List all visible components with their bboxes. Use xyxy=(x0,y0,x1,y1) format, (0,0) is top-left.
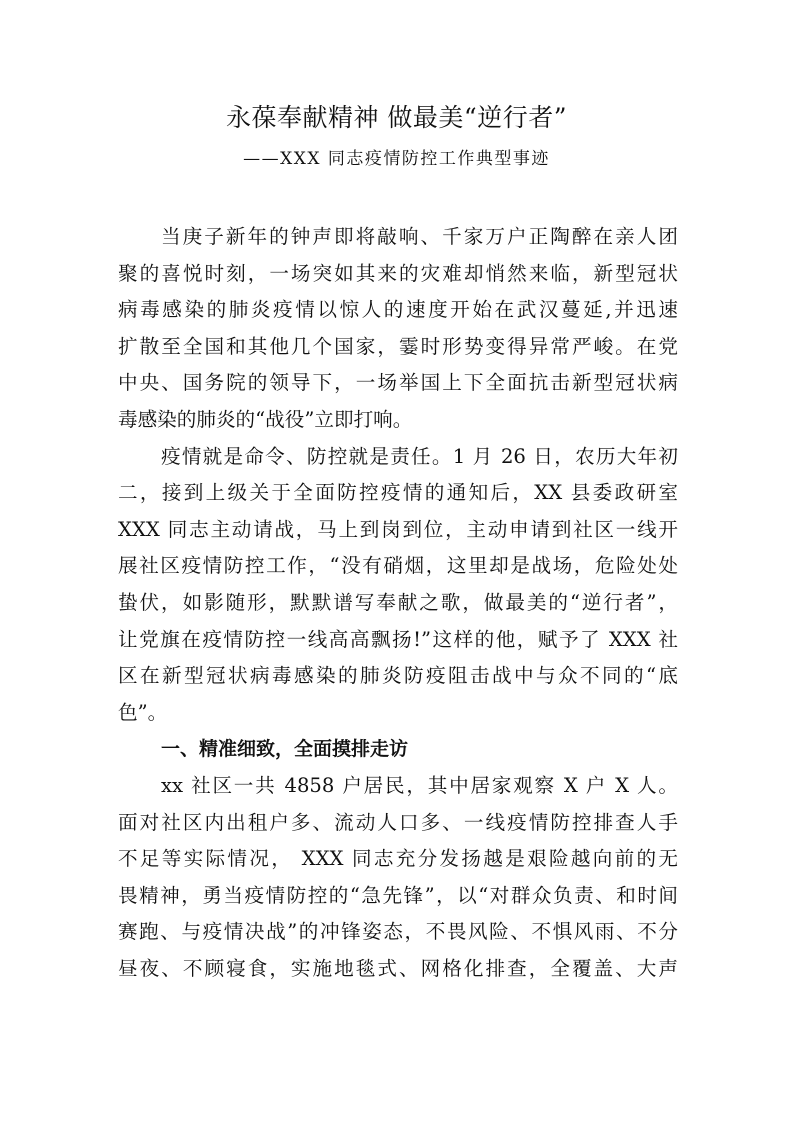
paragraph-line: 疫情就是命令、防控就是责任。1 月 26 日，农历大年初 xyxy=(161,444,678,468)
paragraph-line: 扩散至全国和其他几个国家，霎时形势变得异常严峻。在党 xyxy=(118,334,678,358)
paragraph-line: 畏精神，勇当疫情防控的“急先锋”，以“对群众负责、和时间 xyxy=(118,883,678,907)
paragraph-line: 展社区疫情防控工作，“没有硝烟，这里却是战场，危险处处 xyxy=(118,554,678,578)
paragraph-line: 中央、国务院的领导下，一场举国上下全面抗击新型冠状病 xyxy=(118,371,678,395)
paragraph-line: 色”。 xyxy=(118,700,168,724)
paragraph-line: 毒感染的肺炎的“战役”立即打响。 xyxy=(118,407,413,431)
paragraph-line: 聚的喜悦时刻，一场突如其来的灾难却悄然来临，新型冠状 xyxy=(118,261,678,285)
paragraph-line: 当庚子新年的钟声即将敲响、千家万户正陶醉在亲人团 xyxy=(161,225,678,248)
paragraph-line: 病毒感染的肺炎疫情以惊人的速度开始在武汉蔓延,并迅速 xyxy=(118,298,678,322)
document-subtitle: ——XXX 同志疫情防控工作典型事迹 xyxy=(243,149,550,169)
document-body xyxy=(118,219,678,987)
paragraph-line: 区在新型冠状病毒感染的肺炎防疫阻击战中与众不同的“底 xyxy=(118,664,678,688)
paragraph-line: 昼夜、不顾寝食，实施地毯式、网格化排查，全覆盖、大声 xyxy=(118,956,678,980)
paragraph-line: 让党旗在疫情防控一线高高飘扬!”这样的他，赋予了 XXX 社 xyxy=(118,627,678,651)
document-title: 永葆奉献精神 做最美“逆行者” xyxy=(225,103,567,132)
paragraph-line: 蛰伏，如影随形，默默谱写奉献之歌，做最美的“逆行者”， xyxy=(118,590,678,614)
section-heading: 一、精准细致，全面摸排走访 xyxy=(161,738,409,761)
paragraph-line: XXX 同志主动请战，马上到岗到位，主动申请到社区一线开 xyxy=(118,517,678,541)
paragraph-line: xx 社区一共 4858 户居民，其中居家观察 X 户 X 人。 xyxy=(161,773,678,797)
paragraph-line: 不足等实际情况， XXX 同志充分发扬越是艰险越向前的无 xyxy=(118,847,678,871)
paragraph-line: 二，接到上级关于全面防控疫情的通知后，XX 县委政研室 xyxy=(118,481,678,505)
paragraph-line: 赛跑、与疫情决战”的冲锋姿态，不畏风险、不惧风雨、不分 xyxy=(118,920,678,944)
paragraph-line: 面对社区内出租户多、流动人口多、一线疫情防控排查人手 xyxy=(118,810,678,834)
